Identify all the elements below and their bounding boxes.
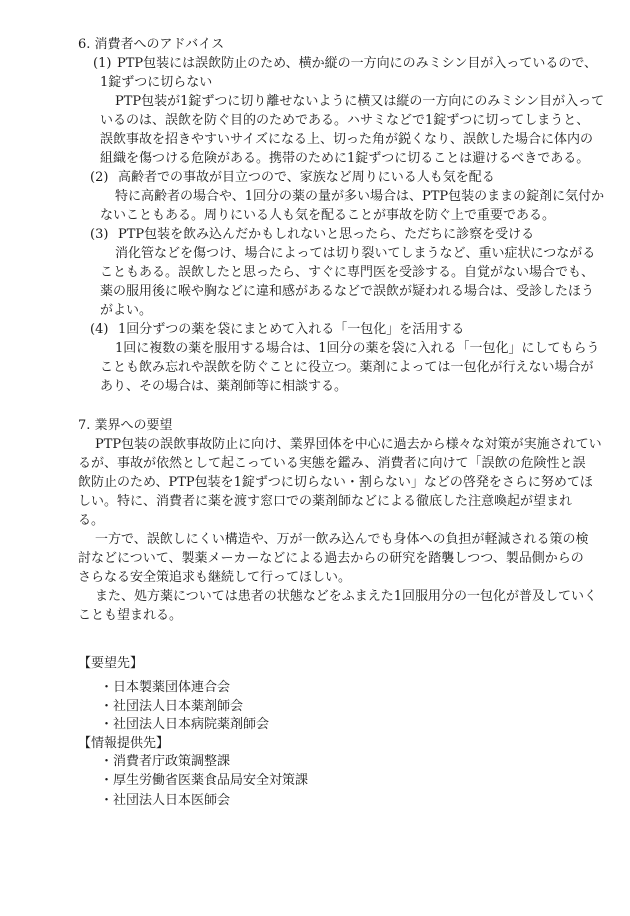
item-2-marker: (2) (90, 170, 109, 185)
item-3-body: こともある。誤飲したと思ったら、すぐに専門医を受診する。自覚がない場合でも、 (100, 265, 595, 280)
info-provider-item: ・社団法人日本医師会 (100, 793, 231, 808)
item-3-title: PTP包装を飲み込んだかもしれないと思ったら、ただちに診察を受ける (118, 227, 535, 242)
item-4-marker: (4) (90, 322, 109, 337)
info-provider-item: ・厚生労働省医薬食品局安全対策課 (100, 773, 309, 788)
recipients-heading: 【要望先】 (78, 656, 144, 671)
recipient-item: ・社団法人日本薬剤師会 (100, 699, 244, 714)
item-2-body: 特に高齢者の場合や、1回分の薬の量が多い場合は、PTP包装のままの錠剤に気付か (115, 189, 605, 204)
recipient-item: ・日本製薬団体連合会 (100, 680, 231, 695)
item-1-title: PTP包装には誤飲防止のため、横か縦の一方向にのみミシン目が入っているので、 (117, 56, 598, 71)
section-7-paragraph: 飲防止のため、PTP包装を1錠ずつに切らない・割らない」などの啓発をさらに努めてほ (78, 475, 593, 490)
section-7-paragraph: 討などについて、製薬メーカーなどによる過去からの研究を踏襲しつつ、製品側からの (78, 551, 584, 566)
section-7-paragraph: また、処方薬については患者の状態などをふまえた1回服用分の一包化が普及していく (95, 589, 598, 604)
info-providers-heading: 【情報提供先】 (78, 736, 170, 751)
item-3-body: 薬の服用後に喉や胸などに違和感があるなどで誤飲が疑われる場合は、受診したほう (100, 284, 595, 299)
item-1-body: 誤飲事故を招きやすいサイズになる上、切った角が鋭くなり、誤飲した場合に体内の (100, 132, 593, 147)
item-4-body: ことも飲み忘れや誤飲を防ぐことに役立つ。薬剤によっては一包化が行えない場合が (100, 360, 594, 375)
item-3-body: がよい。 (100, 303, 153, 318)
section-7-paragraph: PTP包装の誤飲事故防止に向け、業界団体を中心に過去から様々な対策が実施されてい (95, 437, 602, 452)
item-3-marker: (3) (90, 227, 109, 242)
item-3-body: 消化管などを傷つけ、場合によっては切り裂いてしまうなど、重い症状につながる (115, 246, 596, 261)
item-1-body: PTP包装が1錠ずつに切り離せないように横又は縦の一方向にのみミシン目が入って (115, 94, 605, 109)
section-7-heading: 7. 業界への要望 (78, 418, 173, 433)
section-7-paragraph: しい。特に、消費者に薬を渡す窓口での薬剤師などによる徹底した注意喚起が望まれ (78, 494, 573, 509)
item-2-body: ないこともある。周りにいる人も気を配ることが事故を防ぐ上で重要である。 (100, 208, 556, 223)
section-7-paragraph: さらなる安全策追求も継続して行ってほしい。 (78, 570, 352, 585)
item-1-body: いるのは、誤飲を防ぐ目的のためである。ハサミなどで1錠ずつに切ってしまうと、 (100, 113, 590, 128)
item-4-title: 1回分ずつの薬を袋にまとめて入れる「一包化」を活用する (118, 322, 465, 337)
item-4-body: 1回に複数の薬を服用する場合は、1回分の薬を袋に入れる「一包化」にしてもらう (115, 341, 600, 356)
section-7-paragraph: ことも望まれる。 (78, 608, 183, 623)
item-2-title: 高齢者での事故が目立つので、家族など周りにいる人も気を配る (118, 170, 495, 185)
section-6-heading: 6. 消費者へのアドバイス (78, 37, 225, 52)
item-1-title: 1錠ずつに切らない (100, 75, 213, 90)
item-4-body: あり、その場合は、薬剤師等に相談する。 (100, 379, 348, 394)
item-1-body: 組織を傷つける危険がある。携帯のために1錠ずつに切ることは避けるべきである。 (100, 151, 590, 166)
info-provider-item: ・消費者庁政策調整課 (100, 754, 231, 769)
recipient-item: ・社団法人日本病院薬剤師会 (100, 717, 270, 732)
section-7-paragraph: るが、事故が依然として起こっている実態を鑑み、消費者に向けて「誤飲の危険性と誤 (78, 456, 586, 471)
item-1-marker: (1) (93, 56, 112, 71)
section-7-paragraph: る。 (78, 513, 105, 528)
section-7-paragraph: 一方で、誤飲しにくい構造や、万が一飲み込んでも身体への負担が軽減される策の検 (95, 532, 589, 547)
